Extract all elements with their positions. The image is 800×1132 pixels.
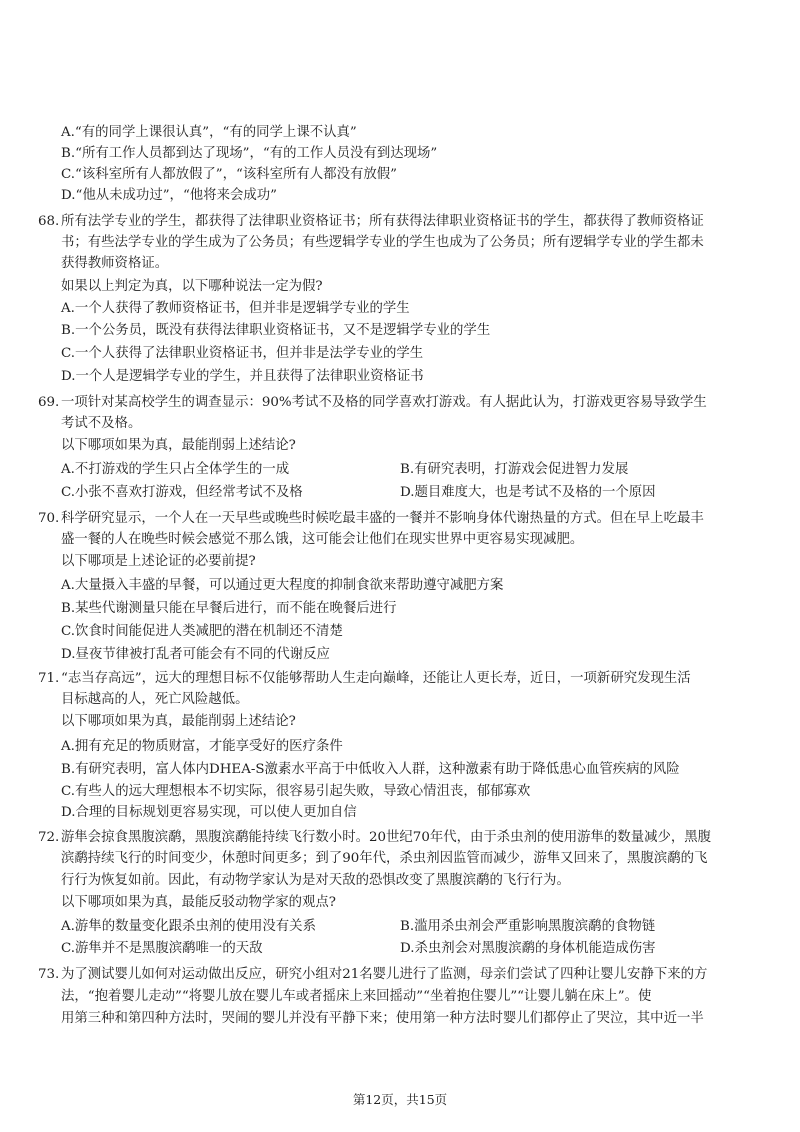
- q70-stem-line: 盛一餐的人在晚些时候会感觉不那么饿，这可能会让他们在现实世界中更容易实现减肥。: [61, 532, 584, 547]
- q71-number: 71.: [38, 671, 60, 686]
- q73-stem-line: 为了测试婴儿如何对运动做出反应，研究小组对21名婴儿进行了监测，母亲们尝试了四种让婴儿安静下来的方: [61, 967, 708, 982]
- q72-stem-line: 游隼会掠食黑腹滨鹬，黑腹滨鹬能持续飞行数小时。20世纪70年代，由于杀虫剂的使用游隼的数量减少，黑腹: [61, 830, 712, 845]
- q71-option-b: B.有研究表明，富人体内DHEA-S激素水平高于中低收入人群，这种激素有助于降低患心血管疾病的风险: [61, 762, 680, 777]
- q72-question: 以下哪项如果为真，最能反驳动物学家的观点?: [61, 895, 336, 910]
- q72-stem-line: 滨鹬持续飞行的时间变少，休憩时间更多；到了90年代，杀虫剂因监管而减少，游隼又回来了，黑腹滨鹬的飞: [61, 851, 708, 866]
- q67-option-c: C.“该科室所有人都放假了”，“该科室所有人都没有放假”: [61, 167, 397, 182]
- q67-option-a: A.“有的同学上课很认真”，“有的同学上课不认真”: [61, 125, 357, 140]
- q69-option-c: C.小张不喜欢打游戏，但经常考试不及格: [61, 485, 303, 500]
- q70-option-a: A.大量摄入丰盛的早餐，可以通过更大程度的抑制食欲来帮助遵守减肥方案: [61, 578, 504, 593]
- q69-stem-line: 考试不及格。: [61, 416, 142, 431]
- q68-stem-line: 所有法学专业的学生，都获得了法律职业资格证书；所有获得法律职业资格证书的学生，都获得了教师资格证: [61, 214, 704, 229]
- q73-number: 73.: [38, 967, 60, 982]
- q69-question: 以下哪项如果为真，最能削弱上述结论?: [61, 438, 296, 453]
- q72-option-c: C.游隼并不是黑腹滨鹬唯一的天敌: [61, 941, 263, 956]
- q71-option-d: D.合理的目标规划更容易实现，可以使人更加自信: [61, 805, 357, 820]
- q69-option-d: D.题目难度大，也是考试不及格的一个原因: [400, 485, 656, 500]
- q70-option-c: C.饮食时间能促进人类减肥的潜在机制还不清楚: [61, 624, 343, 639]
- q71-question: 以下哪项如果为真，最能削弱上述结论?: [61, 714, 296, 729]
- q70-number: 70.: [38, 511, 60, 526]
- q68-stem-line: 书；有些法学专业的学生成为了公务员；有些逻辑学专业的学生也成为了公务员；所有逻辑学专业的学生都未: [61, 235, 704, 250]
- q69-option-b: B.有研究表明，打游戏会促进智力发展: [400, 462, 629, 477]
- q68-option-d: D.一个人是逻辑学专业的学生，并且获得了法律职业资格证书: [61, 369, 424, 384]
- q71-stem-line: 目标越高的人，死亡风险越低。: [61, 692, 249, 707]
- q70-question: 以下哪项是上述论证的必要前提?: [61, 554, 256, 569]
- q69-number: 69.: [38, 395, 60, 410]
- q72-option-d: D.杀虫剂会对黑腹滨鹬的身体机能造成伤害: [400, 941, 656, 956]
- q71-option-a: A.拥有充足的物质财富，才能享受好的医疗条件: [61, 739, 343, 754]
- q68-number: 68.: [38, 214, 60, 229]
- q71-option-c: C.有些人的远大理想根本不切实际，很容易引起失败，导致心情沮丧，郁郁寡欢: [61, 784, 531, 799]
- q70-option-b: B.某些代谢测量只能在早餐后进行，而不能在晚餐后进行: [61, 601, 397, 616]
- q67-option-d: D.“他从未成功过”，“他将来会成功”: [61, 188, 277, 203]
- q73-stem-line: 用第三种和第四种方法时，哭闹的婴儿并没有平静下来；使用第一种方法时婴儿们都停止了哭泣，其中近一半: [61, 1011, 704, 1026]
- q68-option-c: C.一个人获得了法律职业资格证书，但并非是法学专业的学生: [61, 346, 424, 361]
- q68-question: 如果以上判定为真，以下哪种说法一定为假?: [61, 279, 323, 294]
- q71-stem-line: “志当存高远”，远大的理想目标不仅能够帮助人生走向巅峰，还能让人更长寿，近日，一项新研究发现生活: [61, 671, 691, 686]
- q68-option-a: A.一个人获得了教师资格证书，但并非是逻辑学专业的学生: [61, 301, 410, 316]
- page-footer: 第12页，共15页: [352, 1092, 448, 1107]
- q70-stem-line: 科学研究显示，一个人在一天早些或晚些时候吃最丰盛的一餐并不影响身体代谢热量的方式。但在早上吃最丰: [61, 511, 704, 526]
- q69-stem-line: 一项针对某高校学生的调查显示：90%考试不及格的同学喜欢打游戏。有人据此认为，打游戏更容易导致学生: [61, 395, 707, 410]
- q68-option-b: B.一个公务员，既没有获得法律职业资格证书，又不是逻辑学专业的学生: [61, 323, 491, 338]
- q72-option-b: B.滥用杀虫剂会严重影响黑腹滨鹬的食物链: [400, 919, 656, 934]
- q69-option-a: A.不打游戏的学生只占全体学生的一成: [61, 462, 290, 477]
- q70-option-d: D.昼夜节律被打乱者可能会有不同的代谢反应: [61, 647, 330, 662]
- q67-option-b: B.“所有工作人员都到达了现场”，“有的工作人员没有到达现场”: [61, 146, 438, 161]
- q72-option-a: A.游隼的数量变化跟杀虫剂的使用没有关系: [61, 919, 316, 934]
- q72-stem-line: 行行为恢复如前。因此，有动物学家认为是对天敌的恐惧改变了黑腹滨鹬的飞行行为。: [61, 873, 570, 888]
- q72-number: 72.: [38, 830, 60, 845]
- q68-stem-line: 获得教师资格证。: [61, 256, 169, 271]
- q73-stem-line: 法，“抱着婴儿走动”“将婴儿放在婴儿车或者摇床上来回摇动”“坐着抱住婴儿”“让婴儿躺在床上”。使: [61, 989, 652, 1004]
